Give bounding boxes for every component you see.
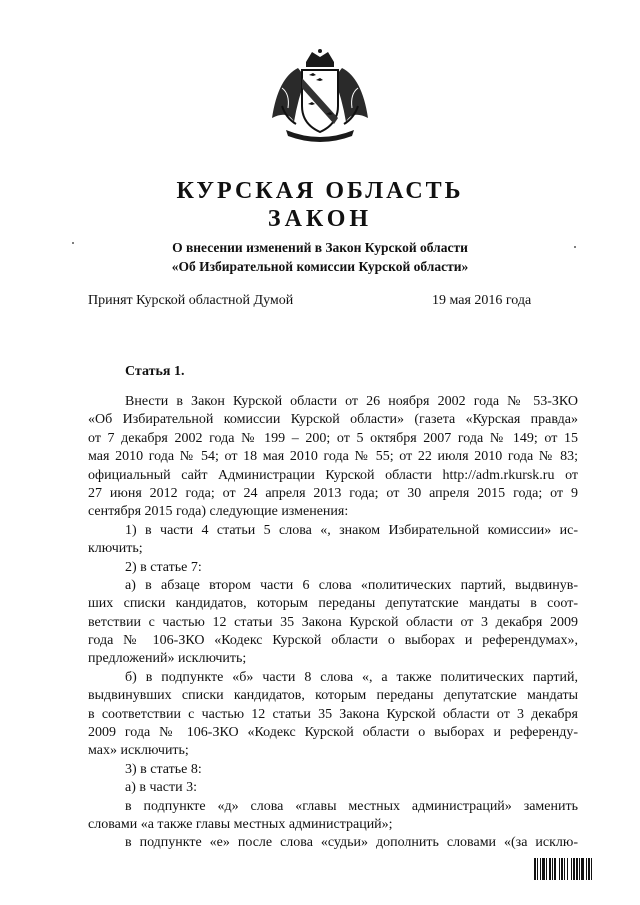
article-line: в подпункте «е» после слова «судьи» дополнить словами «(за исклю- <box>125 835 578 851</box>
scan-speck <box>574 246 576 248</box>
article-heading: Статья 1. <box>125 364 185 379</box>
adopted-by: Принят Курской областной Думой <box>88 293 294 308</box>
article-body <box>88 393 578 853</box>
article-line: официальный сайт Администрации Курской области http://adm.rkursk.ru от <box>88 467 578 483</box>
article-line: выдвинувших списки кандидатов, которым переданы депутатские мандаты <box>88 688 578 704</box>
article-line: «Об Избирательной комиссии Курской области» (газета «Курская правда» <box>88 412 578 428</box>
article-line: от 7 декабря 2002 года № 199 – 200; от 5 октября 2007 года № 149; от 15 <box>88 430 578 446</box>
article-line: года № 106-ЗКО «Кодекс Курской области о выборах и референдумах», <box>88 633 578 649</box>
article-line: 27 июня 2012 года; от 24 апреля 2013 года; от 30 апреля 2015 года; от 9 <box>88 485 578 501</box>
article-line: предложений» исключить; <box>88 651 247 667</box>
article-line: 3) в статье 8: <box>125 761 202 777</box>
article-line: сентября 2015 года) следующие изменения: <box>88 504 349 520</box>
article-line: в соответствии с частью 12 статьи 35 Закона Курской области от 3 декабря <box>88 706 578 722</box>
article-line: ших списки кандидатов, которым переданы депутатские мандаты в соот- <box>88 596 578 612</box>
article-line: словами «а также главы местных администраций»; <box>88 816 393 832</box>
document-type-title: ЗАКОН <box>267 206 373 232</box>
barcode-icon <box>534 858 620 880</box>
law-subtitle-line-2: «Об Избирательной комиссии Курской области» <box>171 259 469 274</box>
article-line: мая 2010 года № 54; от 18 мая 2010 года № 55; от 22 июля 2010 года № 83; <box>88 449 578 465</box>
article-line: 2) в статье 7: <box>125 559 202 575</box>
article-line: 1) в части 4 статьи 5 слова «, знаком Избирательной комиссии» ис- <box>125 522 578 538</box>
article-line: ветствии с частью 12 статьи 35 Закона Курской области от 3 декабря 2009 <box>88 614 578 630</box>
adoption-date: 19 мая 2016 года <box>432 293 532 308</box>
coat-of-arms-icon <box>268 48 372 144</box>
scan-speck <box>72 242 74 244</box>
article-line: а) в части 3: <box>125 780 197 796</box>
region-title: КУРСКАЯ ОБЛАСТЬ <box>176 178 464 204</box>
article-line: мах» исключить; <box>88 743 189 759</box>
article-line: а) в абзаце втором части 6 слова «политических партий, выдвинув- <box>125 577 578 593</box>
article-line: в подпункте «д» слова «главы местных администраций» заменить <box>125 798 578 814</box>
article-line: Внести в Закон Курской области от 26 ноября 2002 года № 53-ЗКО <box>125 394 578 409</box>
law-subtitle-line-1: О внесении изменений в Закон Курской области <box>172 240 468 255</box>
article-line: б) в подпункте «б» части 8 слова «, а также политических партий, <box>125 669 578 685</box>
article-line: 2009 года № 106-ЗКО «Кодекс Курской области о выборах и референду- <box>88 725 578 741</box>
article-line: ключить; <box>88 541 143 557</box>
